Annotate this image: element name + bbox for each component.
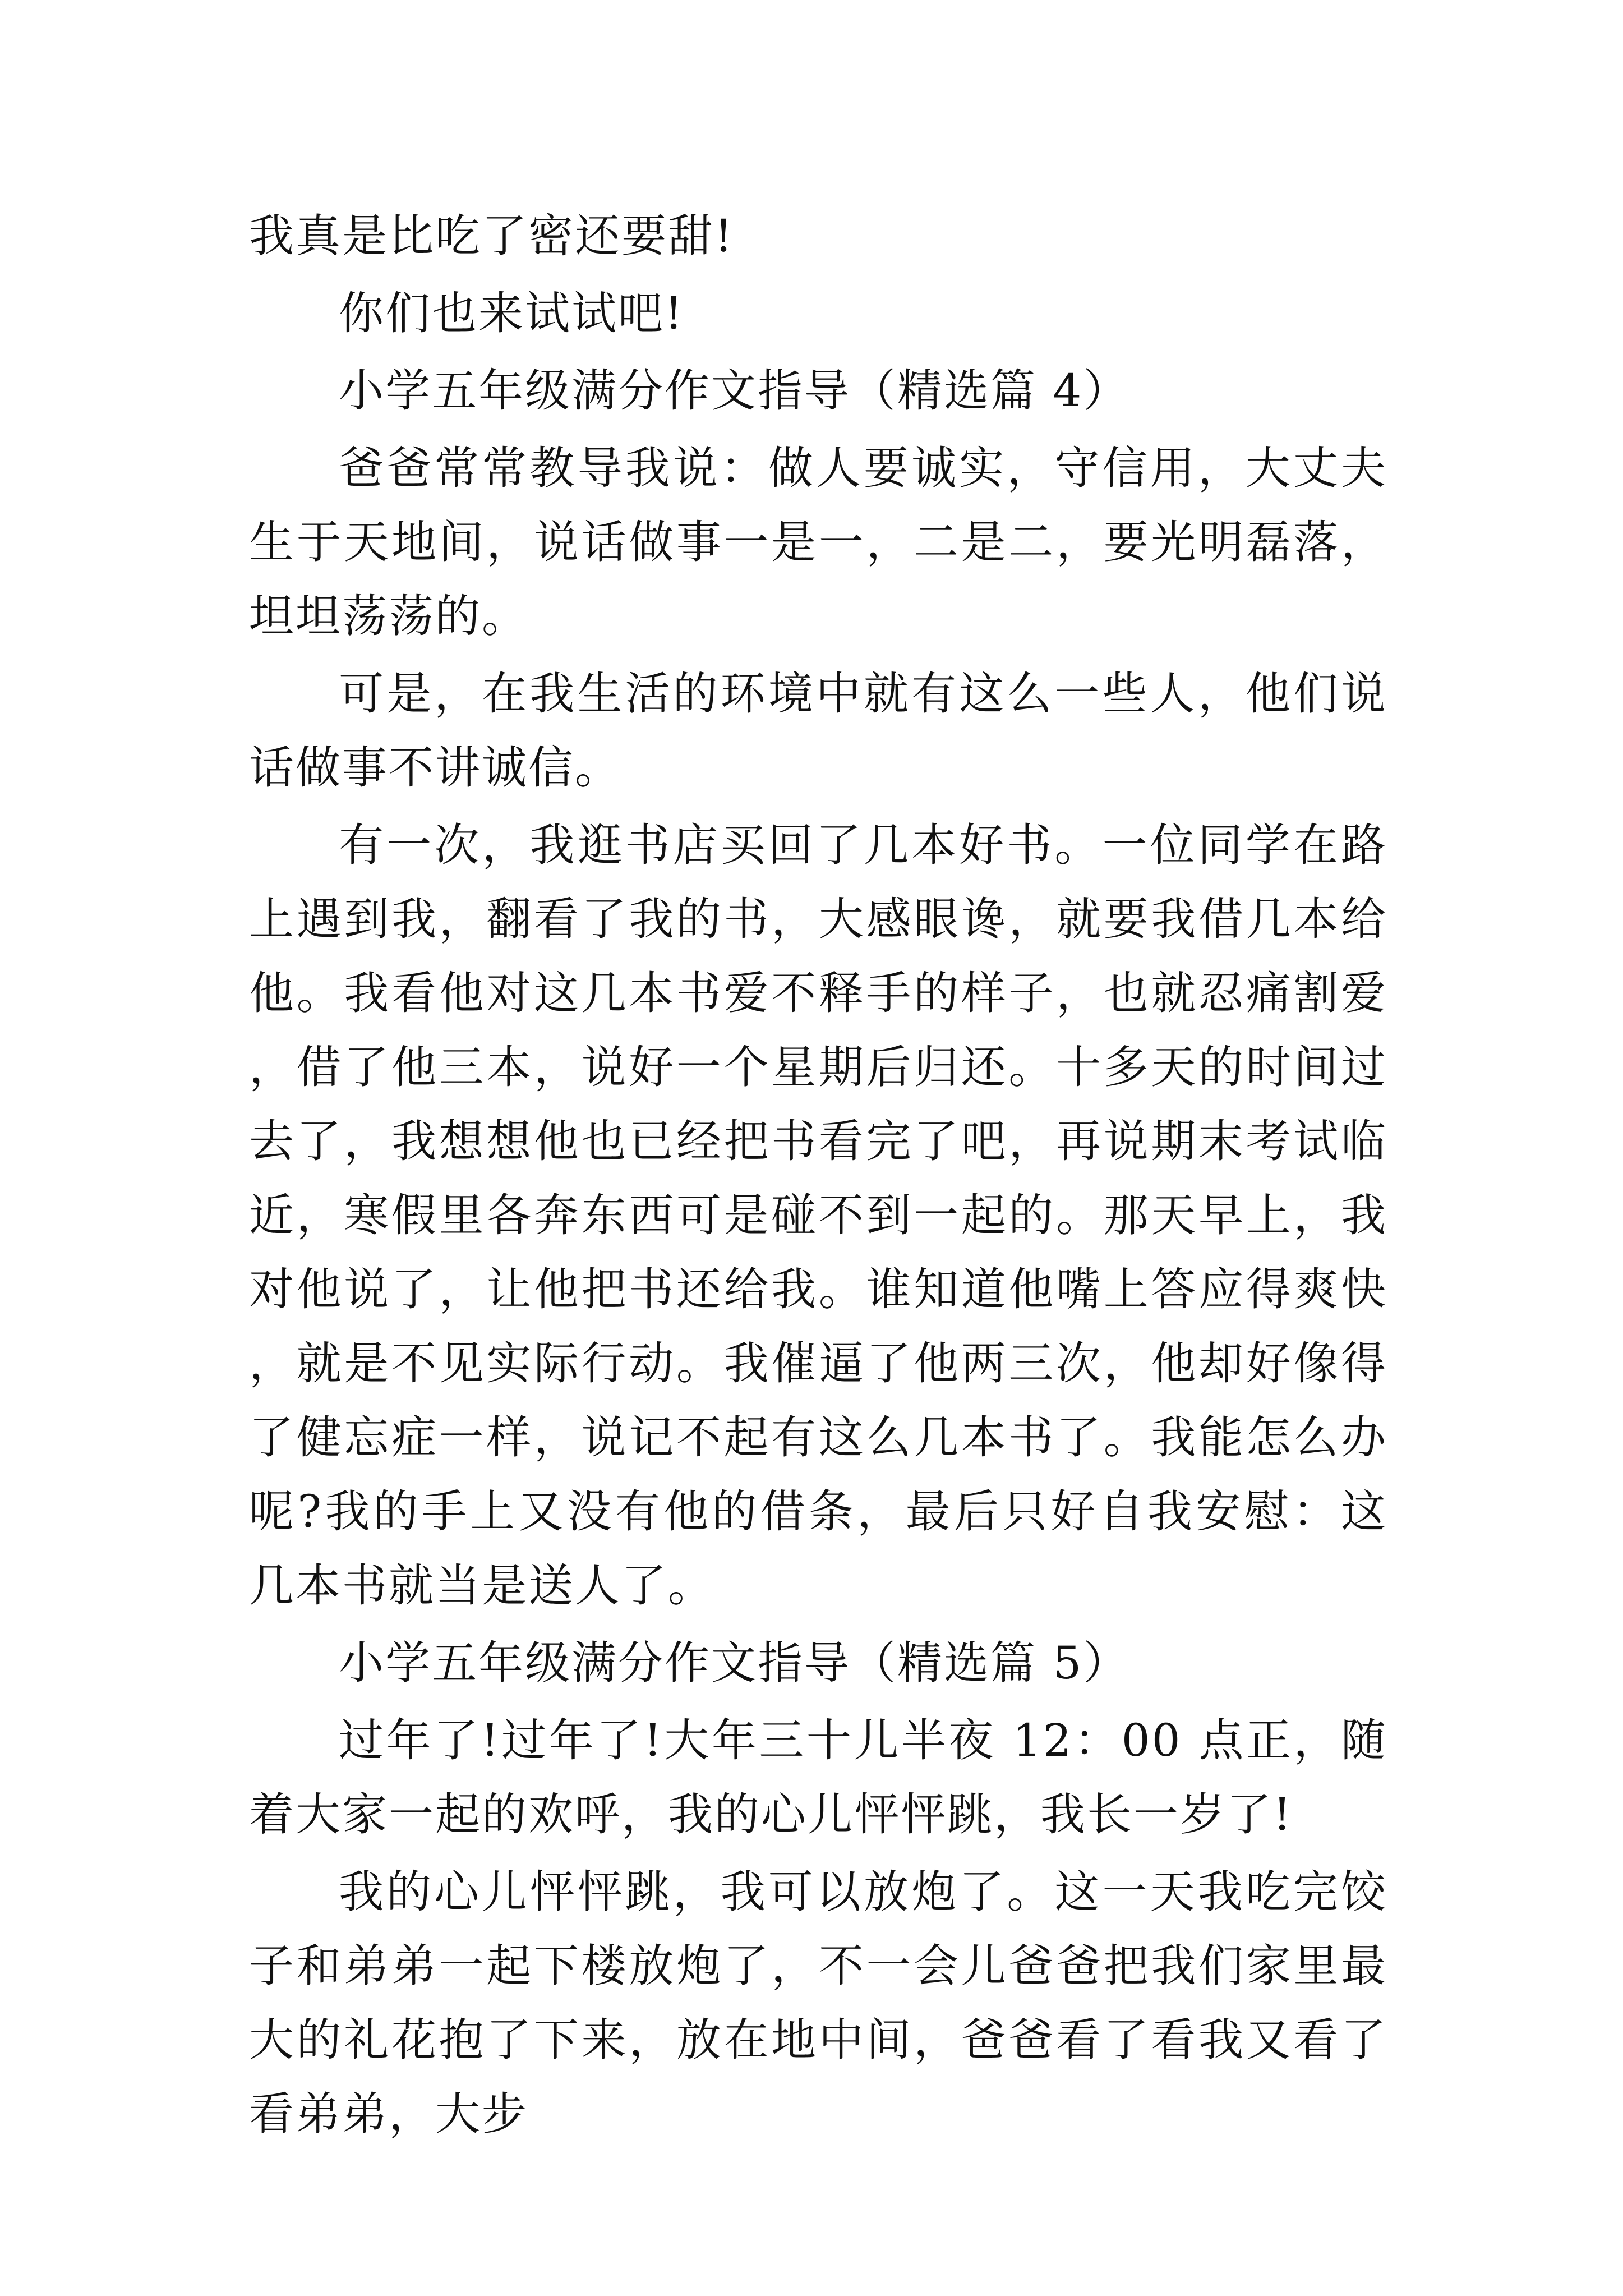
section-heading: 小学五年级满分作文指导（精选篇 5） <box>339 1637 1130 1689</box>
paragraph: 可是，在我生活的环境中就有这么一些人，他们说话做事不讲诚信。 <box>249 668 1387 794</box>
paragraph: 有一次，我逛书店买回了几本好书。一位同学在路上遇到我，翻看了我的书，大感眼谗，就要我借几本给他。我看他对这几本书爱不释手的样子，也就忍痛割爱，借了他三本，说好一个星期后归还。十多天的时间过去了，我想想他也已经把书看完了吧，再说期末考试临近，寒假里各奔东西可是碰不到一起的。那天早上，我对他说了，让他把书还给我。谁知道他嘴上答应得爽快，就是不见实际行动。我催逼了他两三次，他却好像得了健忘症一样，说记不起有这么几本书了。我能怎么办呢?我的手上又没有他的借条，最后只好自我安慰：这几本书就当是送人了。 <box>249 819 1387 1612</box>
paragraph: 你们也来试试吧! <box>339 287 685 339</box>
document-body <box>249 199 1387 2155</box>
paragraph: 我的心儿怦怦跳，我可以放炮了。这一天我吃完饺子和弟弟一起下楼放炮了，不一会儿爸爸把我们家里最大的礼花抱了下来，放在地中间，爸爸看了看我又看了看弟弟，大步 <box>249 1866 1387 2140</box>
paragraph: 我真是比吃了密还要甜! <box>249 210 735 262</box>
paragraph: 爸爸常常教导我说：做人要诚实，守信用，大丈夫生于天地间，说话做事一是一，二是二，要光明磊落，坦坦荡荡的。 <box>249 442 1387 642</box>
section-heading: 小学五年级满分作文指导（精选篇 4） <box>339 365 1130 417</box>
paragraph: 过年了!过年了!大年三十儿半夜 12：00 点正，随着大家一起的欢呼，我的心儿怦怦跳，我长一岁了! <box>249 1714 1387 1841</box>
